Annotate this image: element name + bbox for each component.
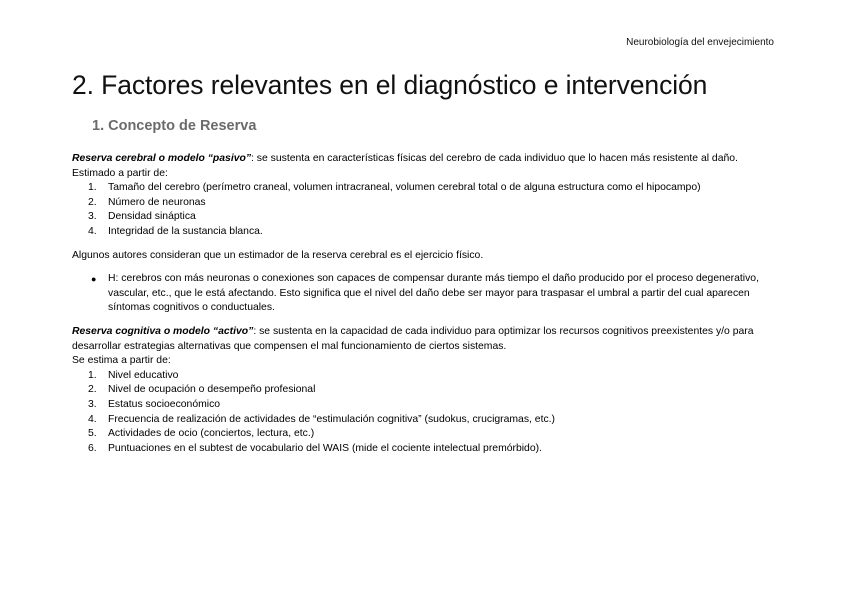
estimator-paragraph: Algunos autores consideran que un estimador de la reserva cerebral es el ejercicio físico. bbox=[72, 249, 484, 261]
document-body bbox=[72, 152, 778, 456]
cognitive-reserve-term: Reserva cognitiva o modelo “activo” bbox=[72, 325, 254, 337]
list-item: 3. Estatus socioeconómico bbox=[88, 398, 221, 410]
cognitive-reserve-paragraph: Reserva cognitiva o modelo “activo”: se sustenta en la capacidad de cada individuo para optimizar los recursos cognitivos preexistentes y/o para desarrollar estrategias alternativas que compensen el mal funcionamiento de ciertos sistemas. bbox=[72, 325, 754, 352]
list-item: 4. Integridad de la sustancia blanca. bbox=[88, 225, 263, 237]
section-title: 2. Factores relevantes en el diagnóstico e intervención bbox=[72, 70, 708, 100]
cerebral-reserve-text: se sustenta en características físicas del cerebro de cada individuo que lo hacen más resistente al daño. Estimado a partir de: bbox=[72, 153, 738, 179]
running-header: Neurobiología del envejecimiento bbox=[626, 37, 774, 48]
list-item: 5. Actividades de ocio (conciertos, lectura, etc.) bbox=[88, 428, 315, 440]
list-item: 4. Frecuencia de realización de actividades de “estimulación cognitiva” (sudokus, crucigramas, etc.) bbox=[88, 413, 556, 425]
list-item: 2. Nivel de ocupación o desempeño profesional bbox=[88, 384, 316, 396]
list-item: 2. Número de neuronas bbox=[88, 196, 206, 208]
list-item: 3. Densidad sináptica bbox=[88, 211, 196, 223]
cognitive-estimate-intro: Se estima a partir de: bbox=[72, 355, 171, 367]
hypothesis-list bbox=[72, 272, 778, 316]
list-item: 6. Puntuaciones en el subtest de vocabulario del WAIS (mide el cociente intelectual premórbido). bbox=[88, 442, 542, 454]
cerebral-reserve-term: Reserva cerebral o modelo “pasivo” bbox=[72, 153, 252, 164]
cognitive-reserve-text: se sustenta en la capacidad de cada individuo para optimizar los recursos cognitivos preexistentes y/o para desarrollar estrategias alternativas que compensen el mal funcionamiento de ciertos sistemas. bbox=[72, 325, 754, 352]
cognitive-estimators-list bbox=[72, 369, 778, 457]
list-item: 1. Nivel educativo bbox=[88, 369, 179, 381]
list-item: 1. Tamaño del cerebro (perímetro craneal, volumen intracraneal, volumen cerebral total o de alguna estructura como el hipocampo) bbox=[88, 182, 701, 194]
cerebral-reserve-paragraph: Reserva cerebral o modelo “pasivo”: se sustenta en características físicas del cerebro de cada individuo que lo hacen más resistente al daño. Estimado a partir de: bbox=[72, 153, 738, 179]
cerebral-estimators-list bbox=[72, 181, 778, 239]
bullet-icon: ● bbox=[91, 274, 97, 285]
list-item: ● H: cerebros con más neuronas o conexiones son capaces de compensar durante más tiempo el daño producido por el proceso degenerativo, vascular, etc., que le está afectando. Esto significa que el nivel del daño debe ser mayor para traspasar el umbral a partir del cual aparecen síntomas cognitivos o conductuales. bbox=[91, 273, 759, 314]
subsection-title: 1. Concepto de Reserva bbox=[92, 118, 257, 134]
